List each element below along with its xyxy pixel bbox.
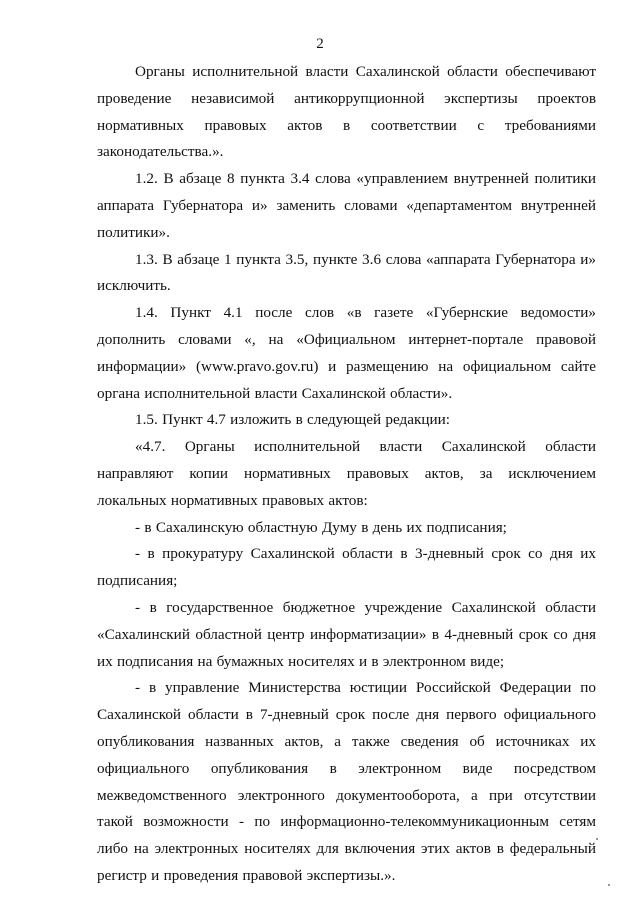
paragraph-1-5: 1.5. Пункт 4.7 изложить в следующей редакции: xyxy=(135,411,451,429)
document-body xyxy=(97,59,596,890)
list-item-duma: - в Сахалинскую областную Думу в день их подписания; xyxy=(135,518,507,536)
list-item-info-center: - в государственное бюджетное учреждение Сахалинской области «Сахалинский областной центр информатизации» в 4-дневный срок со дня их подписания на бумажных носителях и в электронном виде; xyxy=(97,598,596,670)
list-item-justice-ministry: - в управление Министерства юстиции Российской Федерации по Сахалинской области в 7-дневный срок после дня первого официального опубликования названных актов, а также сведения об источниках их официального опубликования в электронном виде посредством межведомственного электронного документооборота, а при отсутствии такой возможности - по информационно-телекоммуникационным сетям либо на электронных носителях для включения этих актов в федеральный регистр и проведения правовой экспертизы.». xyxy=(97,679,596,884)
paragraph-1-3: 1.3. В абзаце 1 пункта 3.5, пункте 3.6 слова «аппарата Губернатора и» исключить. xyxy=(97,250,596,295)
scan-dot-mark xyxy=(608,884,610,886)
paragraph-expertise: Органы исполнительной власти Сахалинской области обеспечивают проведение независимой антикоррупционной экспертизы проектов нормативных правовых актов в соответствии с требованиями законодательства.». xyxy=(97,63,596,161)
paragraph-1-4: 1.4. Пункт 4.1 после слов «в газете «Губернские ведомости» дополнить словами «, на «Официальном интернет-портале правовой информации» (www.pravo.gov.ru) и размещению на официальном сайте органа исполнительной власти Сахалинской области». xyxy=(97,304,596,402)
list-item-prosecutor: - в прокуратуру Сахалинской области в 3-дневный срок со дня их подписания; xyxy=(97,545,596,590)
page-number: 2 xyxy=(316,36,324,52)
paragraph-4-7: «4.7. Органы исполнительной власти Сахалинской области направляют копии нормативных правовых актов, за исключением локальных нормативных правовых актов: xyxy=(97,438,596,509)
paragraph-1-2: 1.2. В абзаце 8 пункта 3.4 слова «управлением внутренней политики аппарата Губернатора и» заменить словами «департаментом внутренней политики». xyxy=(97,170,596,241)
scan-dot-mark xyxy=(596,838,598,840)
